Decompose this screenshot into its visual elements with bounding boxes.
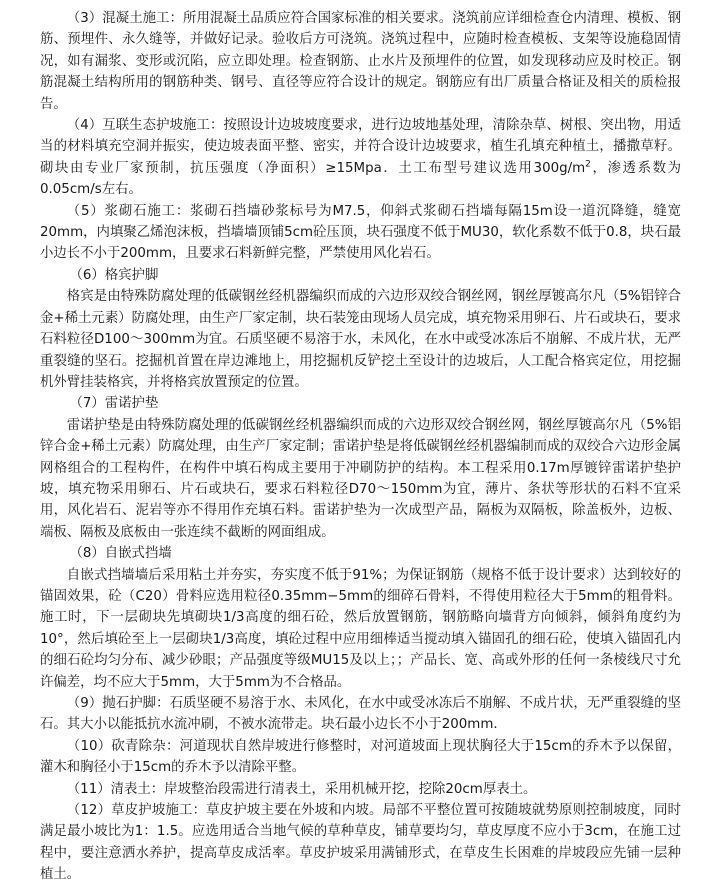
eco-slope-superscript: 2 xyxy=(585,159,591,170)
heading-gabion-toe: （6）格宾护脚 xyxy=(69,267,159,283)
paragraph-mortar-stone-construction: （5）浆砌石施工：浆砌石挡墙砂浆标号为M7.5，仰斜式浆砌石挡墙每隔15m设一道沉降缝，缝宽20mm，内填聚乙烯泡沫板，挡墙墙顶铺5cm砼压顶，块石强度不低于MU30，软化系数不低于0.8，块石最小边长不小于200mm，且要求石料新鲜完整，严禁使用风化岩石。 xyxy=(40,203,681,262)
paragraph-self-embedded-wall: 自嵌式挡墙墙后采用粘土并夯实，夯实度不低于91%；为保证钢筋（规格不低于设计要求）达到较好的锚固效果，砼（C20）骨料应选用粒径0.35mm−5mm的细碎石骨料，不得使用粒径大于5mm的粗骨料。施工时，下一层砌块先填砌块1/3高度的细石砼，然后放置钢筋，钢筋略向墙背方向倾斜，倾斜角度约为10°，然后填砼至上一层砌块1/3高度，填砼过程中应用细棒适当搅动填入锚固孔的细石砼，使填入锚固孔内的细石砼均匀分布、减少砂眼；产品强度等级MU15及以上；；产品长、宽、高或外形的任何一条棱线尺寸允许偏差，均不应大于5mm，大于5mm为不合格品。 xyxy=(40,567,681,690)
paragraph-topsoil-removal: （11）清表土：岸坡整治段需进行清表土，采用机械开挖，挖除20cm厚表土。 xyxy=(66,781,537,797)
paragraph-turf-slope-construction: （12）草皮护坡施工：草皮护坡主要在外坡和内坡。局部不平整位置可按随坡就势原则控制坡度，同时满足最小坡比为1：1.5。应选用适合当地气候的草种草皮，铺草要均匀，草皮厚度不应小于3cm，在施工过程中，要注意洒水养护，提高草皮成活率。草皮护坡采用满铺形式，在草皮生长困难的岸坡段应先铺一层种植土。 xyxy=(40,803,681,883)
eco-slope-text-before: （4）互联生态护坡施工：按照设计边坡坡度要求，进行边坡地基处理，清除杂草、树根、突出物，用适当的材料填充空洞并振实，使边坡表面平整、密实，并符合设计边坡要求，植生孔填充种植土，播撒草籽。砌块由专业厂家预制，抗压强度（净面积）≥15Mpa．土工布型号建议选用300g/m xyxy=(40,118,681,176)
paragraph-riprap-toe: （9）抛石护脚：石质坚硬不易溶于水、未风化，在水中或受冰冻后不崩解、不成片状，无严重裂缝的坚石。其大小以能抵抗水流冲刷，不被水流带走。块石最小边长不小于200mm． xyxy=(40,696,681,733)
paragraph-concrete-construction: （3）混凝土施工：所用混凝土品质应符合国家标准的相关要求。浇筑前应详细检查仓内清理、模板、钢筋、预埋件、永久缝等，并做好记录。验收后方可浇筑。浇筑过程中，应随时检查模板、支架等设施稳固情况，如有漏浆、变形或沉陷，应立即处理。检查钢筋、止水片及预埋件的位置，如发现移动应及时校正。钢筋混凝土结构所用的钢筋种类、钢号、直径等应符合设计的规定。钢筋应有出厂质量合格证及相关的质检报告。 xyxy=(40,11,681,112)
paragraph-vegetation-clearing: （10）砍青除杂：河道现状自然岸坡进行修整时，对河道坡面上现状胸径大于15cm的乔木予以保留，灌木和胸径小于15cm的乔木予以清除平整。 xyxy=(40,738,681,776)
heading-self-embedded-wall: （8）自嵌式挡墙 xyxy=(69,546,172,562)
paragraph-eco-slope-construction xyxy=(40,115,681,201)
paragraph-reno-mattress: 雷诺护垫是由特殊防腐处理的低碳钢丝经机器编织而成的六边形双绞合钢丝网，钢丝厚镀高尔凡（5%铝锌合金+稀土元素）防腐处理，由生产厂家定制；雷诺护垫是将低碳钢丝经机器编制而成的双绞合六边形金属网格组合的工程构件，在构件中填石构成主要用于冲刷防护的结构。本工程采用0.17m厚镀锌雷诺护垫护坡，填充物采用卵石、片石或块石，要求石料粒径D70～150mm为宜，薄片、条状等形状的石料不宜采用，风化岩石、泥岩等亦不得用作充填石料。雷诺护垫为一次成型产品，隔板为双隔板，除盖板外，边板、端板、隔板及底板由一张连续不截断的网面组成。 xyxy=(40,417,681,540)
paragraph-gabion-toe: 格宾是由特殊防腐处理的低碳钢丝经机器编织而成的六边形双绞合钢丝网，钢丝厚镀高尔凡（5%铝锌合金+稀土元素）防腐处理，由生产厂家定制，块石装笼由现场人员完成，填充物采用卵石、片石或块石，要求石料粒径D100～300mm为宜。石质坚硬不易溶于水，未风化，在水中或受冰冻后不崩解、不成片状，无严重裂缝的坚石。挖掘机首置在岸边滩地上，用挖掘机反铲挖土至设计的边坡后，人工配合格宾定位，用挖掘机外臂挂装格宾，并将格宾放置预定的位置。 xyxy=(40,289,681,390)
eco-slope-text-after: ，渗透系数为0.05cm/s左右。 xyxy=(40,160,681,198)
heading-reno-mattress: （7）雷诺护垫 xyxy=(69,396,159,412)
